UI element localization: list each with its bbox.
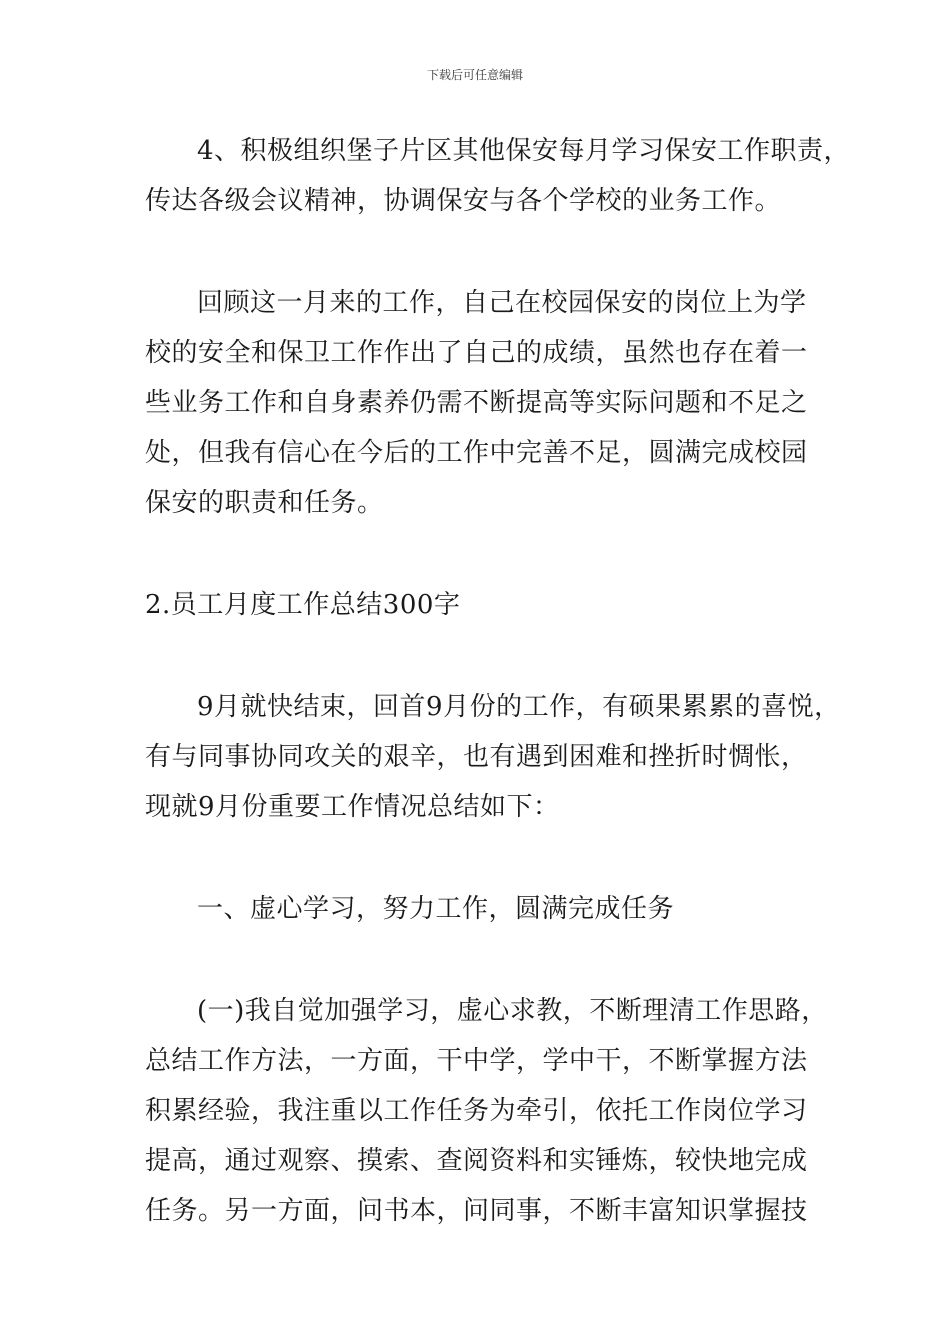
section-heading bbox=[145, 580, 815, 630]
text-line: 总结工作方法，一方面，干中学，学中干，不断掌握方法 bbox=[145, 1046, 808, 1076]
text-line: 提高，通过观察、摸索、查阅资料和实锤炼，较快地完成 bbox=[145, 1146, 808, 1176]
text-line: 校的安全和保卫工作作出了自己的成绩，虽然也存在着一 bbox=[145, 338, 808, 368]
text-line: 回顾这一月来的工作，自己在校园保安的岗位上为学 bbox=[197, 288, 807, 318]
text-line: 传达各级会议精神，协调保安与各个学校的业务工作。 bbox=[145, 186, 782, 216]
text-line: 任务。另一方面，问书本，问同事，不断丰富知识掌握技 bbox=[145, 1196, 808, 1226]
document-body bbox=[145, 126, 851, 1236]
text-line: 2.员工月度工作总结300字 bbox=[145, 590, 461, 620]
text-line: 处，但我有信心在今后的工作中完善不足，圆满完成校园 bbox=[145, 438, 808, 468]
text-line: 一、虚心学习，努力工作，圆满完成任务 bbox=[197, 894, 675, 924]
text-line: 些业务工作和自身素养仍需不断提高等实际问题和不足之 bbox=[145, 388, 808, 418]
paragraph-review bbox=[145, 278, 815, 528]
page-header: 下载后可任意编辑 bbox=[426, 68, 523, 82]
text-line: 积累经验，我注重以工作任务为牵引，依托工作岗位学习 bbox=[145, 1096, 808, 1126]
text-line: 9月就快结束，回首9月份的工作，有硕果累累的喜悦， bbox=[197, 692, 841, 722]
text-line: 现就9月份重要工作情况总结如下： bbox=[145, 792, 560, 822]
text-line: 保安的职责和任务。 bbox=[145, 488, 384, 518]
paragraph-duties bbox=[145, 126, 851, 226]
text-line: 有与同事协同攻关的艰辛，也有遇到困难和挫折时惆怅， bbox=[145, 742, 808, 772]
paragraph-intro bbox=[145, 682, 841, 832]
subsection-heading bbox=[145, 884, 815, 934]
paragraph-study bbox=[145, 986, 828, 1236]
text-line: 4、积极组织堡子片区其他保安每月学习保安工作职责， bbox=[197, 136, 851, 166]
text-line: (一)我自觉加强学习，虚心求教，不断理清工作思路， bbox=[197, 996, 828, 1026]
